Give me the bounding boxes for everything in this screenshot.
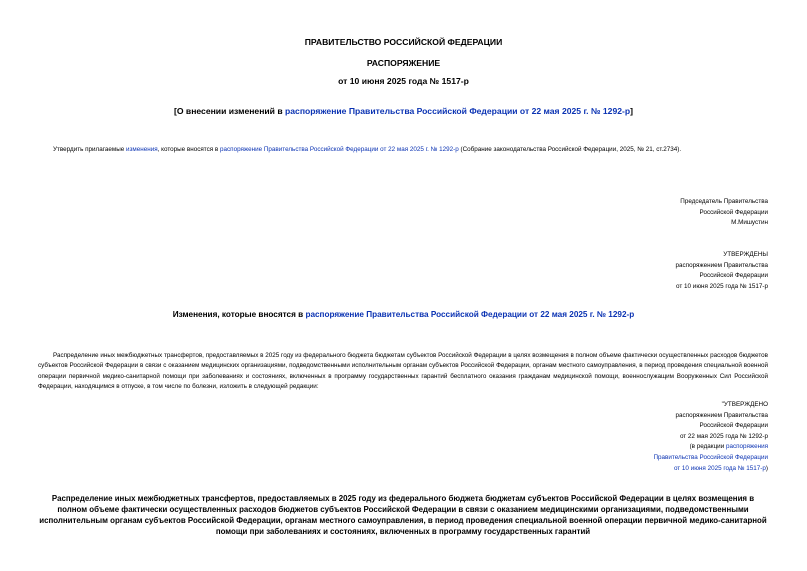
subject-prefix: [О внесении изменений в <box>173 106 286 116</box>
approved-quote-block <box>654 400 768 474</box>
changes-heading-prefix: Изменения, которые вносятся в <box>172 310 306 319</box>
quote-line: от 22 мая 2025 года № 1292-р <box>679 432 768 440</box>
approve-text-1: Утвердить прилагаемые <box>53 146 126 153</box>
document-type: РАСПОРЯЖЕНИЕ <box>366 58 441 68</box>
approved-block <box>676 250 768 292</box>
quote-line: "УТВЕРЖДЕНО <box>721 401 768 408</box>
approved-line: распоряжением Правительства <box>675 261 768 269</box>
quote-line: распоряжением Правительства <box>675 411 768 419</box>
signature-line: Российской Федерации <box>699 208 768 216</box>
document-date-number: от 10 июня 2025 года № 1517-р <box>338 76 469 86</box>
approved-line: УТВЕРЖДЕНЫ <box>723 251 768 258</box>
changes-heading <box>0 310 807 319</box>
approved-line: Российской Федерации <box>699 272 768 280</box>
revision-link[interactable]: Правительства Российской Федерации <box>653 453 768 461</box>
signature-line: Председатель Правительства <box>680 198 768 205</box>
approve-paragraph <box>38 145 768 155</box>
changes-heading-link[interactable]: распоряжение Правительства Российской Федерации от 22 мая 2025 г. № 1292-р <box>305 310 635 319</box>
document-subject <box>0 106 807 116</box>
quote-line: Российской Федерации <box>699 422 768 430</box>
approve-text-3: (Собрание законодательства Российской Федерации, 2025, № 21, ст.2734). <box>458 146 682 153</box>
changes-link[interactable]: изменения <box>126 146 158 153</box>
revision-link[interactable]: от 10 июня 2025 года № 1517-р <box>673 464 766 472</box>
subject-link[interactable]: распоряжение Правительства Российской Федерации от 22 мая 2025 г. № 1292-р <box>285 106 631 116</box>
quote-prefix: (в редакции <box>689 443 726 451</box>
signature-block <box>680 197 768 229</box>
quote-line <box>654 442 768 453</box>
approved-line: от 10 июня 2025 года № 1517-р <box>676 282 768 290</box>
quote-line <box>654 453 768 464</box>
quote-suffix: ) <box>765 464 768 472</box>
signature-name: М.Мишустин <box>731 219 768 227</box>
approve-text-2: , которые вносятся в <box>157 146 221 153</box>
quote-line <box>654 464 768 475</box>
revision-link[interactable]: распоряжения <box>725 443 768 451</box>
distribution-heading: Распределение иных межбюджетных трансфертов, предоставляемых в 2025 году из федерального бюджета бюджетам субъектов Российской Федерации в целях возмещения в полном объеме фактически осуществленных расходов бюджетов субъектов Российской Федерации в связи с оказанием медицинскими организациями, подведомственными исполнительным органам субъектов Российской Федерации, органам местного самоуправления, в период проведения специальной военной операции первичной медико-санитарной помощи при заболеваниях и состояниях, включенных в программу государственных гарантий <box>39 494 767 536</box>
order-1292-link[interactable]: распоряжение Правительства Российской Федерации от 22 мая 2025 г. № 1292-р <box>220 146 459 153</box>
distribution-paragraph: Распределение иных межбюджетных трансфертов, предоставляемых в 2025 году из федерального бюджета бюджетам субъектов Российской Федерации в целях возмещения в полном объеме фактически осуществленных расходов бюджетов субъектов Российской Федерации в связи с оказанием медицинских организациями, подведомственными исполнительным органам субъектов Российской Федерации, органам местного самоуправления, в период проведения специальной военной операции первичной медико-санитарной помощи при заболеваниях и состояниях, включенных в программу государственных гарантий бесплатного оказания гражданам медицинской помощи, военнослужащим Вооруженных Сил Российской Федерации, находящимся в отпуске, в том числе по болезни, изложить в следующей редакции: <box>38 352 768 391</box>
subject-suffix: ] <box>630 106 634 116</box>
government-title: ПРАВИТЕЛЬСТВО РОССИЙСКОЙ ФЕДЕРАЦИИ <box>304 37 503 47</box>
